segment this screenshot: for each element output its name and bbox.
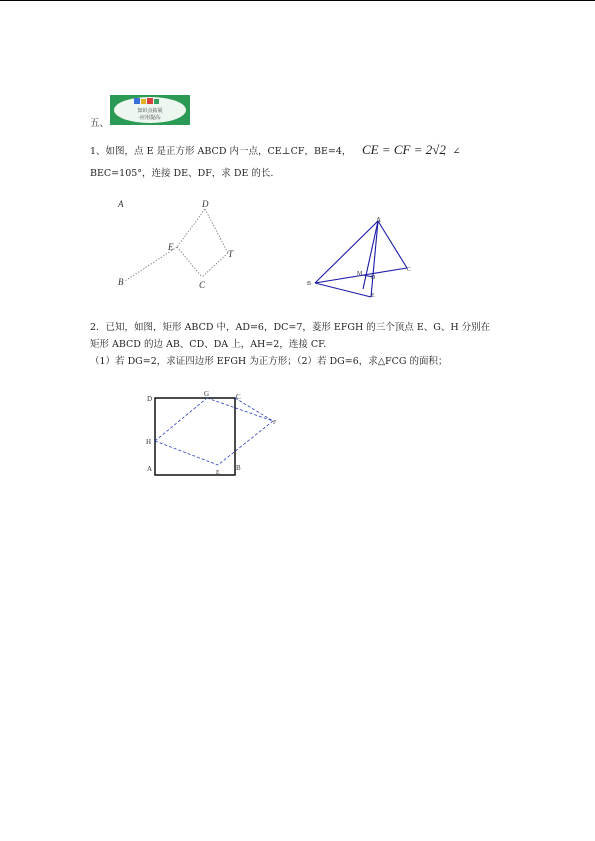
problem2-line2: 矩形 ABCD 的边 AB、CD、DA 上，AH=2，连接 CF.	[90, 339, 327, 350]
problem1-line1: 1、如图，点 E 是正方形 ABCD 内一点，CE⊥CF，BE=4，	[90, 146, 352, 157]
segment-AC	[378, 221, 407, 268]
segment-FC	[202, 253, 228, 277]
fig3-label-A: A	[147, 465, 153, 473]
problem1-figure-triangle	[305, 215, 425, 305]
segment-BE	[315, 283, 371, 297]
fig1-label-E: E	[168, 242, 174, 252]
problem1-figure-square	[110, 195, 250, 295]
problem1-formula: CE = CF = 2√2	[362, 142, 446, 157]
badge-block-blue	[134, 98, 140, 104]
fig3-label-C: C	[236, 393, 241, 401]
badge-line1: 知识点拓展	[137, 108, 163, 114]
fig3-label-F: F	[273, 420, 277, 426]
problem1-line1-end: ，∠	[443, 146, 461, 157]
segment-FE	[218, 421, 273, 465]
segment-HE	[155, 441, 218, 465]
section-number: 五、	[90, 118, 110, 129]
fig3-label-E: E	[216, 470, 220, 476]
badge-block-yellow	[141, 99, 146, 104]
fig2-label-M: M	[357, 271, 363, 277]
section-badge-image	[110, 95, 190, 125]
segment-AE	[371, 221, 378, 297]
fig1-label-A: A	[118, 199, 124, 209]
segment-EB	[125, 247, 177, 281]
problem2-line3: （1）若 DG=2，求证四边形 EFGH 为正方形；（2）若 DG=6，求△FCG 的面积；	[90, 356, 448, 367]
fig1-label-B: B	[118, 277, 124, 287]
badge-block-green	[154, 99, 159, 104]
problem1-line2: BEC=105°，连接 DE、DF，求 DE 的长.	[90, 168, 274, 179]
problem2-line1: 2．已知，如图，矩形 ABCD 中，AD=6，DC=7，菱形 EFGH 的三个顶点 E、G、H 分别在	[90, 322, 491, 333]
fig3-label-B: B	[236, 464, 241, 472]
fig2-label-B: B	[307, 281, 312, 287]
rectangle-ABCD	[155, 398, 235, 475]
fig3-label-G: G	[204, 390, 210, 398]
segment-DE	[177, 209, 205, 247]
fig2-label-C: C	[407, 267, 412, 273]
segment-DF	[205, 209, 228, 253]
fig2-label-E: E	[371, 293, 375, 299]
segment-HG	[155, 398, 207, 441]
fig2-label-A: A	[376, 216, 382, 224]
fig1-label-C: C	[199, 280, 206, 290]
badge-line2: ·应用提高·	[138, 115, 162, 121]
fig3-label-D: D	[147, 395, 153, 403]
fig1-label-F: T	[228, 249, 234, 259]
segment-EC	[177, 247, 202, 277]
fig3-label-H: H	[146, 438, 152, 446]
badge-block-red	[147, 98, 153, 104]
problem2-figure-rectangle	[140, 388, 290, 480]
segment-AB	[315, 221, 378, 283]
fig1-label-D: D	[202, 199, 209, 209]
fig2-label-D: D	[371, 275, 376, 281]
page-top-rule	[0, 0, 595, 1]
